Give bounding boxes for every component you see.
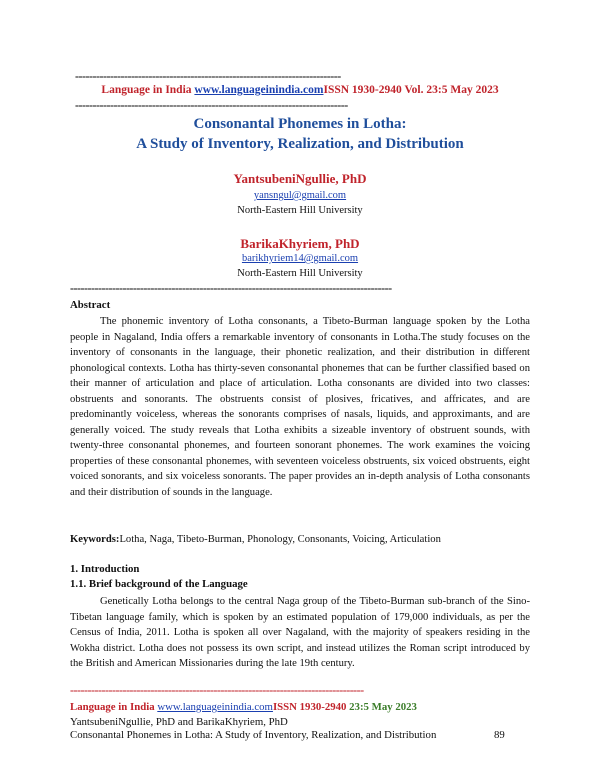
journal-issn: ISSN 1930-2940 (323, 84, 405, 96)
intro-paragraph: Genetically Lotha belongs to the central Naga group of the Tibeto-Burman sub-branch of the Sino-Tibetan language family, which is spoken by an estimated population of 179,000 individuals, as per the Census of India, 2011. Lotha is spoken all over Nagaland, with the majority of speakers residing in the Wokha district. Lotha does not possess its own script, and instead utilizes the Roman script introduced by the British and American Missionaries during the late 19th century. (70, 596, 530, 669)
footer-issn: ISSN 1930-2940 (272, 701, 350, 713)
header-underline-rule: ------------------------------------------------------------------------------ (75, 99, 348, 111)
footer-volume: 23:5 May 2023 (349, 701, 417, 713)
journal-header (70, 84, 530, 96)
page-number: 89 (494, 729, 505, 741)
author-1-affiliation: North-Eastern Hill University (237, 205, 363, 216)
paper-title-line2: A Study of Inventory, Realization, and Distribution (136, 136, 464, 152)
subsection-heading: 1.1. Brief background of the Language (70, 578, 248, 590)
journal-url-link[interactable]: www.languageinindia.com (194, 84, 324, 96)
author-1-name: YantsubeniNgullie, PhD (233, 171, 367, 186)
author-2-affiliation: North-Eastern Hill University (237, 268, 363, 279)
journal-volume: Vol. 23:5 May 2023 (404, 84, 499, 96)
author-1-email-link[interactable]: yansngul@gmail.com (253, 190, 347, 201)
abstract-heading: Abstract (70, 299, 111, 311)
journal-name: Language in India (101, 84, 195, 96)
intro-heading: 1. Introduction (70, 563, 140, 575)
footer-journal-line (70, 701, 417, 713)
author-2-email-link[interactable]: barikhyriem14@gmail.com (241, 253, 359, 264)
author-2-email[interactable] (70, 253, 530, 264)
abstract-text: The phonemic inventory of Lotha consonants, a Tibeto-Burman language spoken by the Lotha people in Nagaland, India offers a remarkable inventory of consonants in Lotha.The study focuses on the inventory of consonants in the language, their phonetic realization, and their distribution in different phonological contexts. Lotha has thirty-seven consonantal phonemes that can be further classified based on their manner of articulation and place of articulation. Lotha consonants are divided into two classes: obstruents and sonorants. The obstruents consist of plosives, fricatives, and affricates, and are predominantly voiceless, whereas the sonorants comprises of nasals, liquids, and approximants, and are generally voiced. The study reveals that Lotha exhibits a sizeable inventory of obstruent sounds, with twenty-three consonantal phonemes, and fourteen sonorant phonemes. The work examines the voicing properties of these consonantal phonemes, with seventeen voiceless obstruents, six voiced obstruents, eight voiced sonorants, and six voiceless sonorants. The paper provides an in-depth analysis of Lotha consonants and their distribution of sounds in the language. (70, 316, 530, 498)
footer-title: Consonantal Phonemes in Lotha: A Study of Inventory, Realization, and Distribution (70, 729, 437, 741)
top-rule: ---------------------------------------------------------------------------- (75, 70, 341, 82)
keywords-line (70, 532, 530, 548)
footer-authors: YantsubeniNgullie, PhD and BarikaKhyriem, PhD (70, 716, 288, 728)
footer-journal-name: Language in India (70, 701, 158, 713)
author-2-name: BarikaKhyriem, PhD (240, 236, 360, 251)
footer-url-link[interactable]: www.languageinindia.com (157, 701, 273, 713)
section-rule: -------------------------------------------------------------------------------------------- (70, 282, 392, 294)
footer-rule: ------------------------------------------------------------------------------------ (70, 684, 364, 696)
keywords-label: Keywords: (70, 534, 120, 545)
paper-title-line1: Consonantal Phonemes in Lotha: (193, 116, 407, 132)
keywords-text: Lotha, Naga, Tibeto-Burman, Phonology, Consonants, Voicing, Articulation (119, 534, 441, 545)
author-1-email[interactable] (70, 190, 530, 201)
